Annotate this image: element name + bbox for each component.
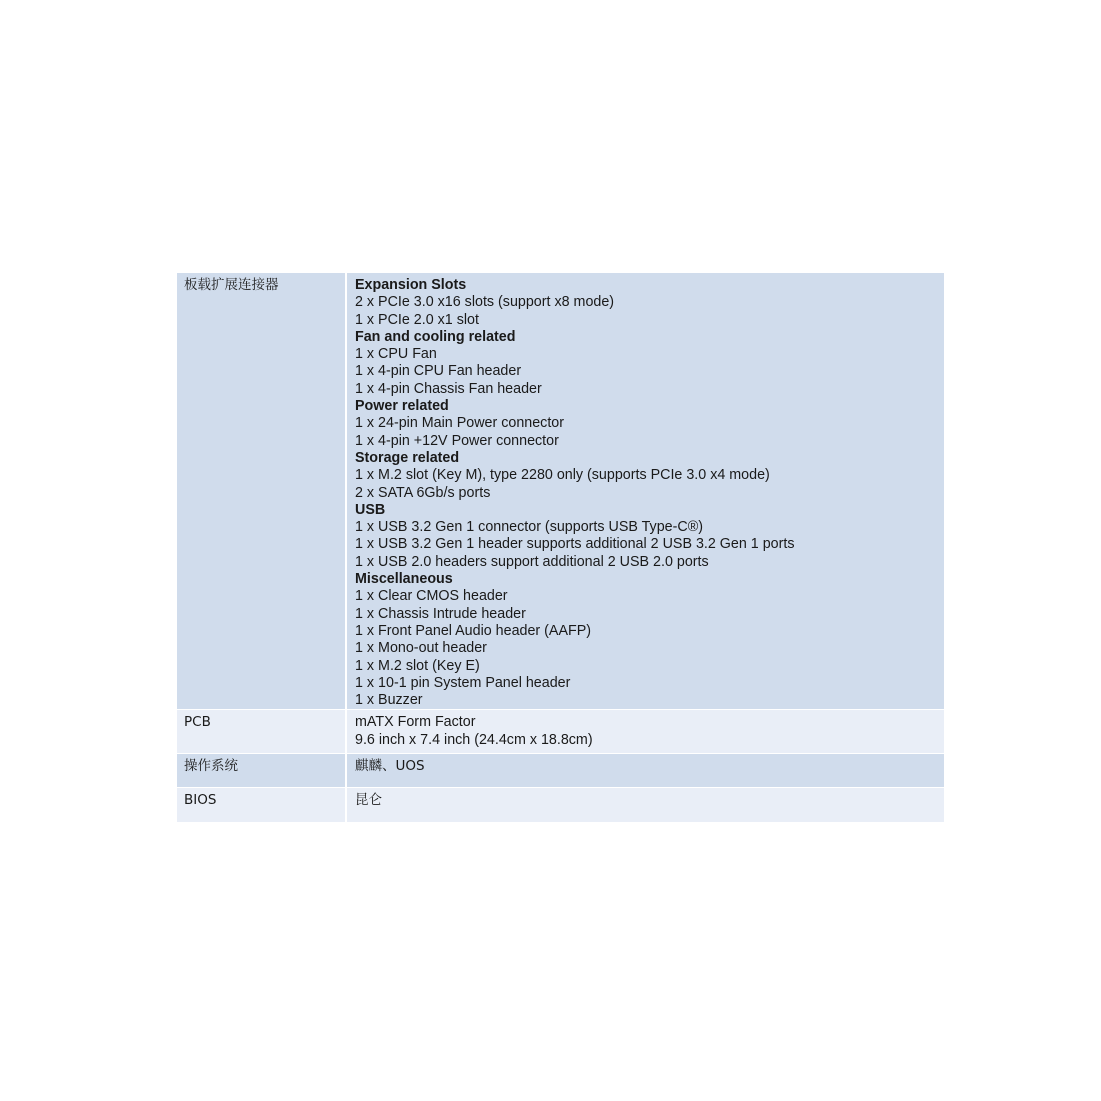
table-row [177, 710, 944, 754]
spec-line: 1 x USB 3.2 Gen 1 header supports additional 2 USB 3.2 Gen 1 ports [355, 536, 795, 553]
section-heading: Expansion Slots [355, 277, 467, 293]
table-row [177, 273, 944, 710]
table-row [177, 754, 944, 788]
spec-line: 1 x Mono-out header [355, 640, 487, 657]
row-value-cell [346, 754, 944, 788]
spec-line: 1 x Front Panel Audio header (AAFP) [355, 622, 592, 639]
section-heading: USB [355, 501, 386, 518]
spec-line: 1 x 4-pin Chassis Fan header [355, 380, 542, 397]
row-label: 操作系统 [184, 758, 238, 775]
spec-line: 1 x Buzzer [355, 692, 423, 709]
section-heading: Miscellaneous [355, 571, 453, 588]
row-value-cell [346, 273, 944, 710]
spec-line: 2 x PCIe 3.0 x16 slots (support x8 mode) [355, 294, 615, 311]
spec-line: 麒麟、UOS [355, 758, 425, 775]
spec-line: 1 x Clear CMOS header [355, 588, 508, 605]
table-row [177, 788, 944, 823]
spec-line: 1 x USB 2.0 headers support additional 2 USB 2.0 ports [355, 553, 709, 570]
row-label-cell [177, 273, 346, 710]
row-label: BIOS [184, 792, 217, 809]
section-heading: Storage related [355, 449, 460, 466]
spec-line: 1 x M.2 slot (Key M), type 2280 only (supports PCIe 3.0 x4 mode) [355, 467, 770, 484]
row-value-cell [346, 710, 944, 754]
spec-line: 1 x 4-pin CPU Fan header [355, 363, 522, 380]
section-heading: Power related [355, 398, 449, 415]
row-value-cell [346, 788, 944, 823]
spec-line: 昆仑 [355, 792, 382, 809]
section-heading: Fan and cooling related [355, 328, 516, 345]
row-label-cell [177, 754, 346, 788]
spec-line: 1 x PCIe 2.0 x1 slot [355, 311, 479, 328]
spec-line: 1 x 10-1 pin System Panel header [355, 674, 571, 691]
spec-line: mATX Form Factor [355, 714, 476, 731]
spec-line: 1 x 24-pin Main Power connector [355, 415, 565, 432]
spec-line: 1 x Chassis Intrude header [355, 605, 526, 622]
spec-line: 1 x 4-pin +12V Power connector [355, 432, 559, 449]
spec-line: 1 x USB 3.2 Gen 1 connector (supports USB Type-C®) [355, 519, 703, 536]
spec-line: 9.6 inch x 7.4 inch (24.4cm x 18.8cm) [355, 731, 593, 748]
row-label: PCB [184, 714, 211, 731]
row-label-cell [177, 788, 346, 823]
spec-line: 1 x CPU Fan [355, 346, 437, 363]
spec-table [177, 273, 944, 823]
row-label: 板载扩展连接器 [184, 277, 279, 293]
spec-line: 2 x SATA 6Gb/s ports [355, 484, 491, 501]
spec-line: 1 x M.2 slot (Key E) [355, 657, 480, 674]
row-label-cell [177, 710, 346, 754]
